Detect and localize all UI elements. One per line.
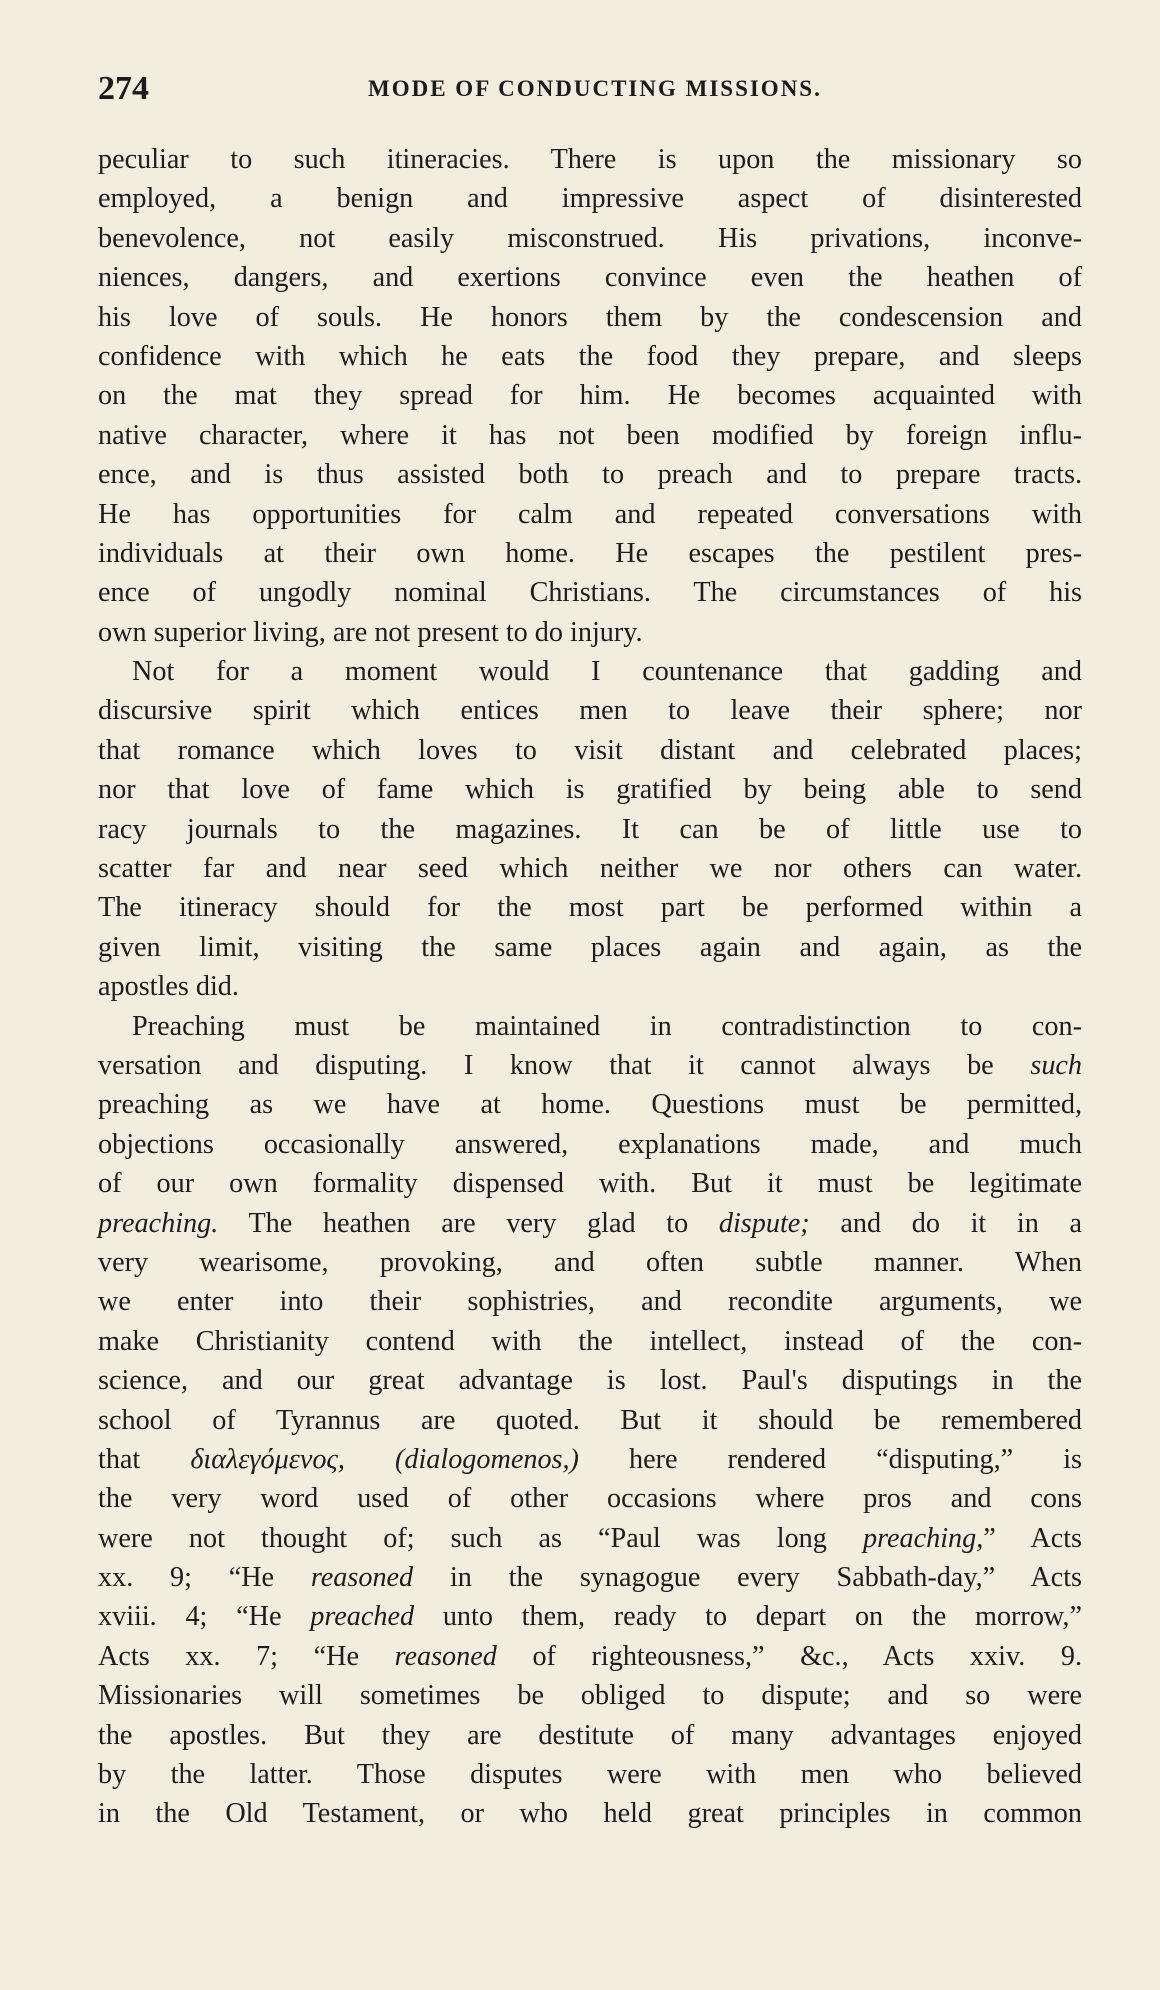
italic-word: preaching. xyxy=(98,1207,219,1239)
greek-word: διαλεγόμενος, xyxy=(190,1443,345,1475)
text-line: discursive spirit which entices men to leave their sphere; nor xyxy=(98,695,1082,727)
text-line: niences, dangers, and exertions convince even the heathen of xyxy=(98,262,1082,294)
text-line: apostles did. xyxy=(98,971,239,1003)
text-line: The itineracy should for the most part be performed within a xyxy=(98,892,1082,924)
text-line: school of Tyrannus are quoted. But it should be remembered xyxy=(98,1404,1082,1436)
text-line: Missionaries will sometimes be obliged to dispute; and so were xyxy=(98,1680,1082,1712)
text-segment: Acts xx. 7; “He xyxy=(98,1640,359,1672)
text-segment: in the synagogue every Sabbath-day,” Acts xyxy=(449,1562,1083,1594)
text-segment: ” Acts xyxy=(983,1522,1083,1554)
text-line xyxy=(98,1046,1082,1085)
italic-word: reasoned xyxy=(310,1562,414,1594)
text-segment: The heathen are very glad to xyxy=(248,1207,689,1239)
text-line: given limit, visiting the same places again and again, as the xyxy=(98,931,1082,963)
text-segment: and do it in a xyxy=(840,1207,1083,1239)
text-line: individuals at their own home. He escapes the pestilent pres- xyxy=(98,537,1082,569)
text-line: that romance which loves to visit distant and celebrated places; xyxy=(98,734,1082,766)
text-line: objections occasionally answered, explanations made, and much xyxy=(98,1128,1082,1160)
text-line: make Christianity contend with the intellect, instead of the con- xyxy=(98,1325,1082,1357)
text-segment: xviii. 4; “He xyxy=(98,1601,282,1633)
text-line xyxy=(98,1637,1082,1676)
text-line xyxy=(98,1204,1082,1243)
text-line: confidence with which he eats the food they prepare, and sleeps xyxy=(98,340,1082,372)
text-line: the apostles. But they are destitute of many advantages enjoyed xyxy=(98,1719,1082,1751)
italic-word: such xyxy=(1030,1049,1083,1081)
text-line: peculiar to such itineracies. There is upon the missionary so xyxy=(98,144,1082,175)
text-line: own superior living, are not present to do injury. xyxy=(98,616,643,648)
italic-word: preaching, xyxy=(862,1522,984,1554)
text-line: benevolence, not easily misconstrued. His privations, inconve- xyxy=(98,222,1082,254)
text-line: racy journals to the magazines. It can be of little use to xyxy=(98,813,1082,845)
text-line: very wearisome, provoking, and often subtle manner. When xyxy=(98,1246,1082,1278)
text-line: Not for a moment would I countenance that gadding and xyxy=(132,656,1082,688)
body-text xyxy=(98,140,1082,1834)
text-line: He has opportunities for calm and repeated conversations with xyxy=(98,498,1082,530)
text-segment: that xyxy=(98,1443,141,1475)
italic-word: dispute; xyxy=(718,1207,810,1239)
running-head xyxy=(98,70,1082,110)
italic-word: reasoned xyxy=(394,1640,497,1672)
text-line xyxy=(98,1519,1082,1558)
text-line: nor that love of fame which is gratified by being able to send xyxy=(98,774,1082,806)
text-line: science, and our great advantage is lost. Paul's disputings in the xyxy=(98,1365,1082,1397)
text-segment: were not thought of; such as “Paul was long xyxy=(98,1522,827,1554)
text-line: ence of ungodly nominal Christians. The circumstances of his xyxy=(98,577,1082,609)
text-line xyxy=(98,1597,1082,1636)
text-line: preaching as we have at home. Questions must be permitted, xyxy=(98,1089,1082,1121)
text-line: in the Old Testament, or who held great principles in common xyxy=(98,1798,1082,1830)
italic-word: preached xyxy=(310,1601,415,1633)
text-line: employed, a benign and impressive aspect of disinterested xyxy=(98,183,1082,215)
text-line: by the latter. Those disputes were with men who believed xyxy=(98,1759,1082,1791)
italic-word: (dialogomenos,) xyxy=(394,1443,579,1475)
text-segment: unto them, ready to depart on the morrow,” xyxy=(442,1601,1082,1633)
text-line: of our own formality dispensed with. But it must be legitimate xyxy=(98,1168,1082,1200)
text-segment: of righteousness,” &c., Acts xxiv. 9. xyxy=(532,1640,1082,1672)
text-line xyxy=(98,1440,1082,1479)
text-line: native character, where it has not been modified by foreign influ- xyxy=(98,419,1082,451)
text-line: ence, and is thus assisted both to preach and to prepare tracts. xyxy=(98,459,1082,491)
text-line: we enter into their sophistries, and recondite arguments, we xyxy=(98,1286,1082,1318)
running-title: MODE OF CONDUCTING MISSIONS. xyxy=(368,76,822,101)
text-line: on the mat they spread for him. He becomes acquainted with xyxy=(98,380,1082,412)
text-segment: here rendered “disputing,” is xyxy=(629,1443,1083,1475)
page-number: 274 xyxy=(98,70,149,107)
text-line: the very word used of other occasions where pros and cons xyxy=(98,1483,1082,1515)
text-segment: versation and disputing. I know that it cannot always be xyxy=(98,1049,994,1081)
text-line: scatter far and near seed which neither we nor others can water. xyxy=(98,853,1082,885)
text-line: Preaching must be maintained in contradistinction to con- xyxy=(132,1010,1082,1042)
text-line xyxy=(98,1558,1082,1597)
text-segment: xx. 9; “He xyxy=(98,1562,275,1594)
text-line: his love of souls. He honors them by the condescension and xyxy=(98,301,1082,333)
